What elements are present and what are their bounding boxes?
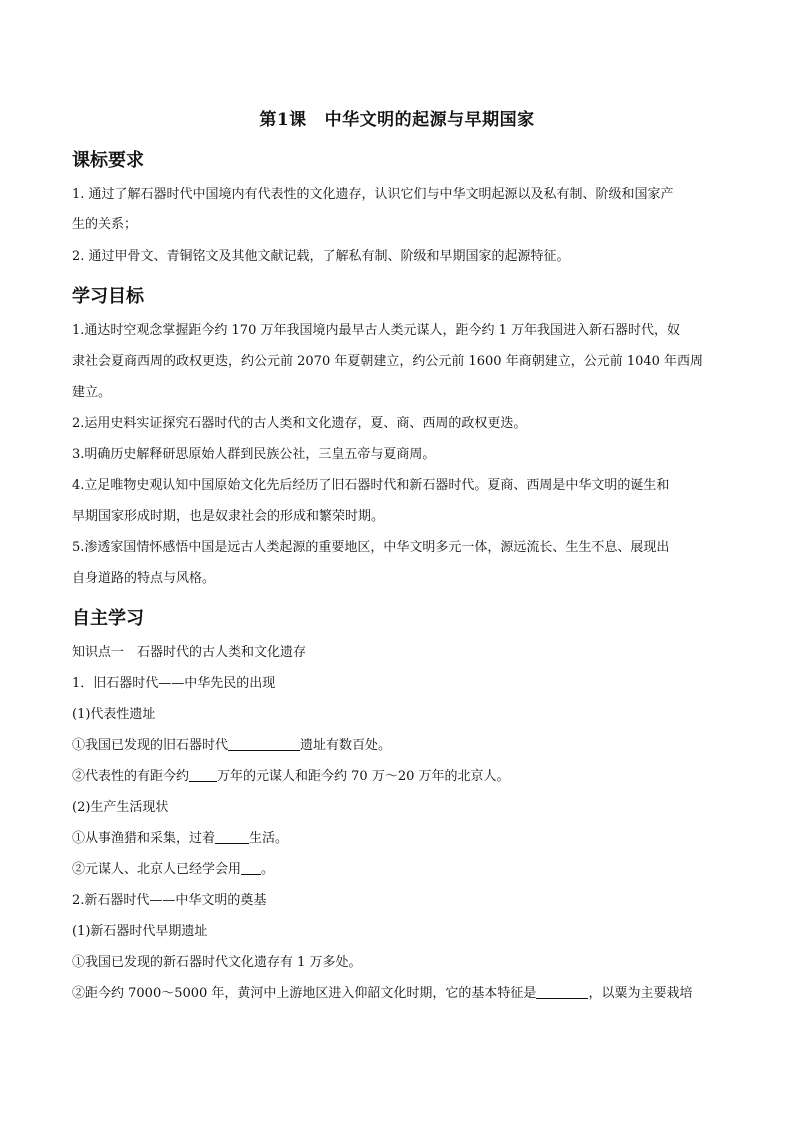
lesson-number: 第1课	[259, 110, 307, 130]
mubiao-line-8: 5.渗透家国情怀感悟中国是远古人类起源的重要地区，中华文明多元一体，源远流长、生生不息、展现出	[72, 540, 670, 555]
zizhu-line-8: 2.新石器时代——中华文明的奠基	[72, 893, 267, 908]
zizhu-line-3: ①我国已发现的旧石器时代 遗址有数百处。	[72, 738, 392, 753]
fill-blank-5[interactable]	[536, 984, 588, 999]
mubiao-line-3: 建立。	[72, 385, 112, 400]
mubiao-line-7: 早期国家形成时期，也是奴隶社会的形成和繁荣时期。	[72, 509, 385, 524]
lesson-name: 中华文明的起源与早期国家	[324, 110, 535, 130]
heading-kebiao: 课标要求	[72, 150, 144, 171]
mubiao-line-9: 自身道路的特点与风格。	[72, 571, 216, 586]
zizhu-line-10: ①我国已发现的新石器时代文化遗存有 1 万多处。	[72, 955, 362, 970]
mubiao-line-1: 1.通达时空观念掌握距今约 170 万年我国境内最早古人类元谋人，距今约 1 万年我国进入新石器时代，奴	[72, 323, 681, 338]
heading-zizhu: 自主学习	[72, 608, 144, 629]
zizhu-line-11: ②距今约 7000～5000 年，黄河中上游地区进入仰韶文化时期，它的基本特征是 ，以粟为主要栽培	[72, 986, 693, 1001]
page-title	[0, 105, 794, 130]
zizhu-line-7: ②元谋人、北京人已经学会用 。	[72, 862, 275, 877]
fill-blank-3[interactable]	[215, 829, 249, 844]
kebiao-line-1: 1. 通过了解石器时代中国境内有代表性的文化遗存，认识它们与中华文明起源以及私有制、阶级和国家产	[72, 187, 674, 202]
zizhu-line-4: ②代表性的有距今约 万年的元谋人和距今约 70 万～20 万年的北京人。	[72, 769, 510, 784]
mubiao-line-5: 3.明确历史解释研思原始人群到民族公社，三皇五帝与夏商周。	[72, 447, 436, 462]
fill-blank-2[interactable]	[189, 767, 217, 782]
zizhu-line-1: 1．旧石器时代——中华先民的出现	[72, 676, 276, 691]
knowledge-point-1: 知识点一 石器时代的古人类和文化遗存	[72, 645, 307, 660]
kebiao-line-2: 生的关系；	[72, 217, 138, 232]
mubiao-line-2: 隶社会夏商西周的政权更迭，约公元前 2070 年夏朝建立，约公元前 1600 年商朝建立，公元前 1040 年西周	[72, 354, 704, 369]
fill-blank-1[interactable]	[228, 736, 300, 751]
zizhu-line-5: (2)生产生活现状	[72, 800, 169, 815]
mubiao-line-6: 4.立足唯物史观认知中国原始文化先后经历了旧石器时代和新石器时代。夏商、西周是中华文明的诞生和	[72, 478, 670, 493]
heading-mubiao: 学习目标	[72, 286, 144, 307]
zizhu-line-9: (1)新石器时代早期遗址	[72, 924, 208, 939]
mubiao-line-4: 2.运用史料实证探究石器时代的古人类和文化遗存，夏、商、西周的政权更迭。	[72, 416, 527, 431]
zizhu-line-2: (1)代表性遗址	[72, 707, 156, 722]
zizhu-line-6: ①从事渔猎和采集，过着 生活。	[72, 831, 289, 846]
kebiao-line-3: 2. 通过甲骨文、青铜铭文及其他文献记载，了解私有制、阶级和早期国家的起源特征。	[72, 249, 570, 264]
fill-blank-4[interactable]	[241, 860, 261, 875]
